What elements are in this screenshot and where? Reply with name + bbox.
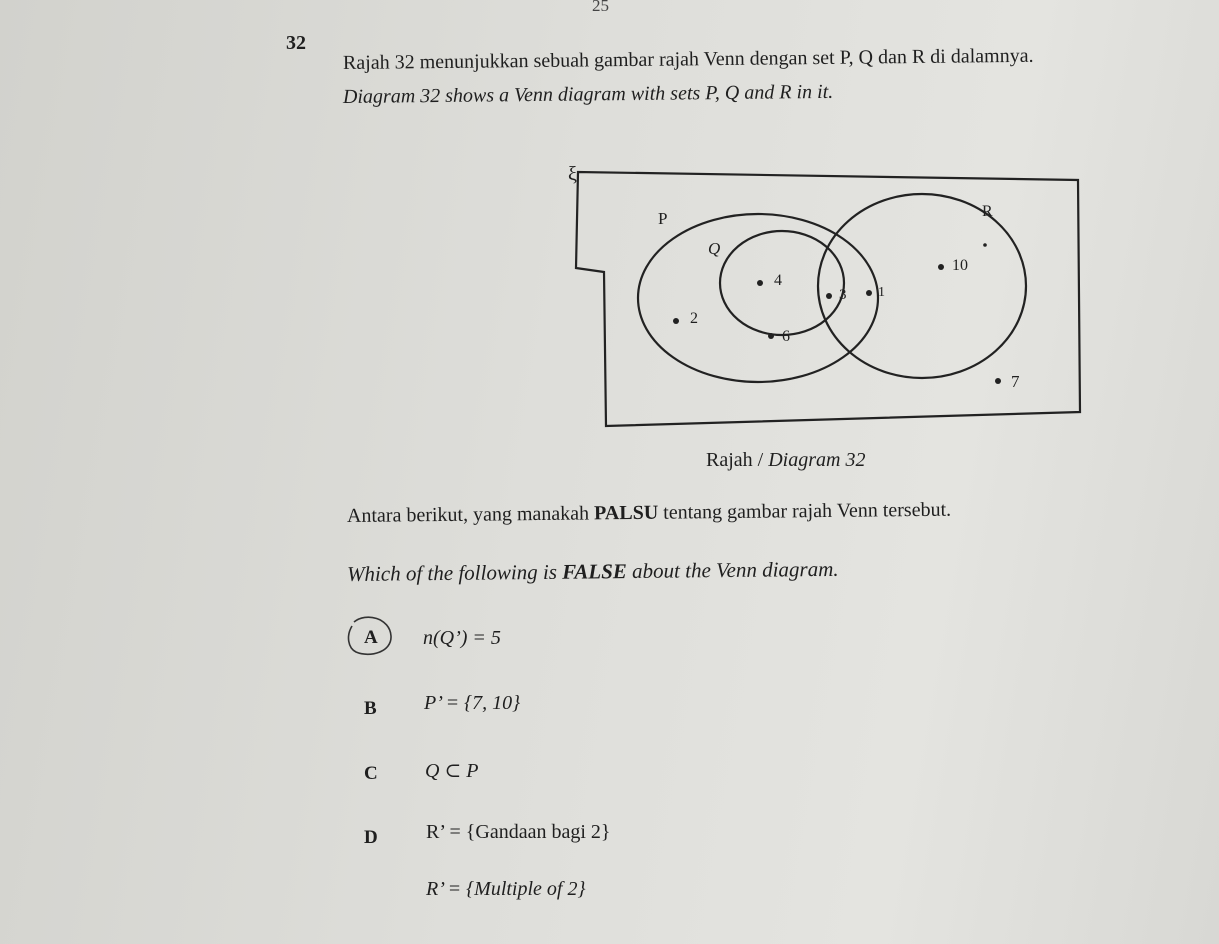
question-text-english: Diagram 32 shows a Venn diagram with sets P, Q and R in it. xyxy=(342,80,834,108)
option-c-text[interactable]: Q ⊂ P xyxy=(425,760,479,782)
prompt-malay: Antara berikut, yang manakah PALSU tentang gambar rajah Venn tersebut. xyxy=(346,498,952,527)
svg-text:10: 10 xyxy=(952,257,968,274)
option-a-letter[interactable]: A xyxy=(364,627,378,648)
set-q-label: Q xyxy=(708,239,721,258)
element-3 xyxy=(826,287,847,303)
venn-diagram xyxy=(560,160,1090,440)
set-r-label: R xyxy=(982,203,993,220)
element-1 xyxy=(866,285,885,300)
svg-text:2: 2 xyxy=(690,310,698,327)
set-r-ellipse xyxy=(818,194,1026,378)
universal-set-box xyxy=(576,172,1080,426)
element-4 xyxy=(757,272,782,289)
question-number: 32 xyxy=(286,32,306,54)
element-7 xyxy=(995,372,1020,391)
option-a-text[interactable]: n(Q’) = 5 xyxy=(423,627,501,649)
universal-symbol: ξ xyxy=(568,163,577,185)
svg-text:7: 7 xyxy=(1011,372,1020,391)
element-2 xyxy=(673,310,698,327)
element-6 xyxy=(768,328,790,345)
question-text-malay: Rajah 32 menunjukkan sebuah gambar rajah Venn dengan set P, Q dan R di dalamnya. xyxy=(342,44,1034,74)
option-b-text[interactable]: P’ = {7, 10} xyxy=(424,692,521,714)
svg-text:6: 6 xyxy=(782,328,790,345)
option-d-text-english[interactable]: R’ = {Multiple of 2} xyxy=(426,878,586,900)
diagram-caption: Rajah / Diagram 32 xyxy=(706,449,866,471)
svg-text:4: 4 xyxy=(774,272,782,289)
element-10 xyxy=(938,243,987,274)
page-number: 25 xyxy=(592,0,609,15)
option-d-text-malay[interactable]: R’ = {Gandaan bagi 2} xyxy=(426,821,611,843)
prompt-english: Which of the following is FALSE about the Venn diagram. xyxy=(346,556,839,586)
svg-text:3: 3 xyxy=(839,287,847,303)
option-c-letter[interactable]: C xyxy=(364,763,378,784)
option-b-letter[interactable]: B xyxy=(364,698,377,719)
option-d-letter[interactable]: D xyxy=(364,827,378,848)
set-p-label: P xyxy=(658,209,668,228)
svg-text:1: 1 xyxy=(878,285,885,300)
